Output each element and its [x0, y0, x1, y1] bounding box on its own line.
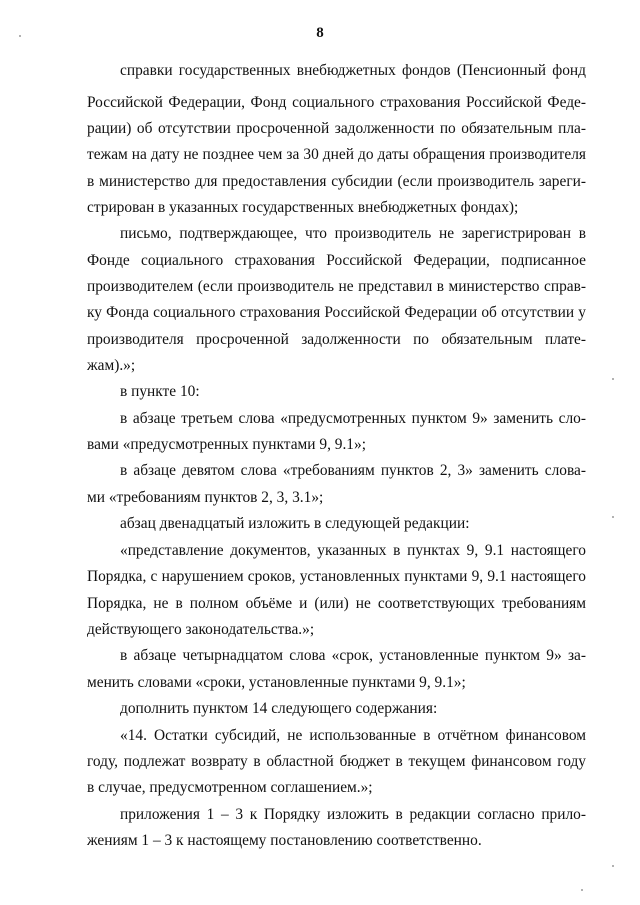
- text-line: справки государственных внебюджетных фондов (Пенсионный фонд: [120, 62, 586, 79]
- text-line: ку Фонда социального страхования Российской Федерации об отсутствии у: [87, 304, 586, 321]
- text-line: дополнить пунктом 14 следующего содержания:: [120, 700, 438, 717]
- text-line: производителем (если производитель не представил в министерство справ-: [87, 278, 586, 295]
- text-line: жам).»;: [87, 357, 136, 374]
- scan-speck: [612, 516, 614, 518]
- text-line: тежам на дату не позднее чем за 30 дней до даты обращения производителя: [87, 146, 586, 163]
- text-line: письмо, подтверждающее, что производитель не зарегистрирован в: [120, 225, 586, 242]
- text-line: в абзаце третьем слова «предусмотренных пунктом 9» заменить сло-: [120, 410, 586, 427]
- text-line: Порядка, не в полном объёме и (или) не соответствующих требованиям: [87, 595, 586, 612]
- text-line: жениям 1 – 3 к настоящему постановлению соответственно.: [87, 832, 482, 849]
- text-line: «представление документов, указанных в пунктах 9, 9.1 настоящего: [120, 542, 586, 559]
- text-line: в абзаце девятом слова «требованиям пунктов 2, 3» заменить слова-: [120, 462, 586, 479]
- text-line: действующего законодательства.»;: [87, 621, 315, 638]
- text-line: вами «предусмотренных пунктами 9, 9.1»;: [87, 436, 366, 453]
- text-line: в абзаце четырнадцатом слова «срок, установленные пунктом 9» за-: [120, 647, 586, 664]
- text-line: менить словами «сроки, установленные пунктами 9, 9.1»;: [87, 674, 466, 691]
- text-line: стрирован в указанных государственных внебюджетных фондах);: [87, 199, 519, 216]
- scan-speck: [581, 889, 583, 891]
- text-line: году, подлежат возврату в областной бюджет в текущем финансовом году: [87, 753, 586, 770]
- scan-speck: [612, 865, 614, 867]
- text-line: ми «требованиям пунктов 2, 3, 3.1»;: [87, 489, 324, 506]
- text-line: Фонде социального страхования Российской Федерации, подписанное: [87, 252, 586, 269]
- page-number: 8: [316, 25, 324, 41]
- text-line: в пункте 10:: [120, 383, 200, 400]
- text-line: «14. Остатки субсидий, не использованные в отчётном финансовом: [120, 727, 586, 744]
- text-line: в случае, предусмотренном соглашением.»;: [87, 779, 373, 796]
- text-line: в министерство для предоставления субсидии (если производитель зареги-: [87, 173, 586, 190]
- text-line: абзац двенадцатый изложить в следующей редакции:: [120, 515, 470, 532]
- text-line: производителя просроченной задолженности по обязательным плате-: [87, 331, 586, 348]
- text-line: Порядка, с нарушением сроков, установленных пунктами 9, 9.1 настоящего: [87, 568, 586, 585]
- scan-speck: [19, 35, 21, 37]
- text-line: приложения 1 – 3 к Порядку изложить в редакции согласно прило-: [120, 806, 586, 823]
- scan-speck: [612, 378, 614, 380]
- text-line: Российской Федерации, Фонд социального страхования Российской Феде-: [87, 94, 586, 111]
- text-line: рации) об отсутствии просроченной задолженности по обязательным пла-: [87, 120, 586, 137]
